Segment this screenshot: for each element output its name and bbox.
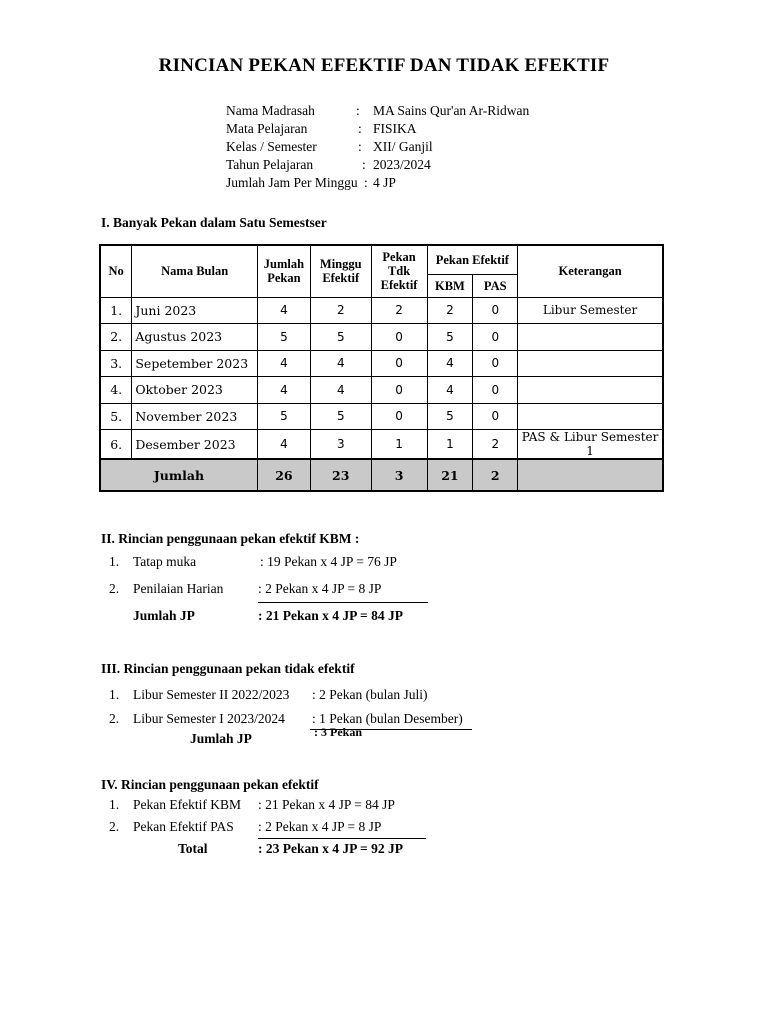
list-item-value: : 19 Pekan x 4 JP = 76 JP [260,554,397,569]
list-item-value: : 2 Pekan (bulan Juli) [312,687,428,702]
list-item-no: 1. [109,554,120,569]
list-item-value: : 21 Pekan x 4 JP = 84 JP [258,797,395,812]
list-item-no: 1. [109,687,120,702]
info-colon: : [364,175,368,190]
table-row: 2. Agustus 2023 5 5 0 5 0 [100,324,663,351]
header-jumlah-pekan: Jumlah Pekan [257,245,310,297]
total-label: Jumlah JP [190,731,252,746]
header-pekan-efektif: Pekan Efektif [427,245,518,274]
header-kbm: KBM [427,274,473,297]
info-label: Jumlah Jam Per Minggu [226,175,358,190]
total-value: : 23 Pekan x 4 JP = 92 JP [258,841,403,856]
total-label: Total [178,841,208,856]
table-row: 5. November 2023 5 5 0 5 0 [100,403,663,430]
table-row: 3. Sepetember 2023 4 4 0 4 0 [100,350,663,377]
total-value: : 3 Pekan [314,725,362,739]
info-value: MA Sains Qur'an Ar-Ridwan [373,103,530,118]
list-item-no: 2. [109,819,120,834]
header-no: No [100,245,132,297]
header-minggu-efektif: Minggu Efektif [310,245,371,297]
total-label: Jumlah JP [133,608,195,623]
info-value: 2023/2024 [373,157,431,172]
list-item-label: Pekan Efektif PAS [133,819,234,834]
info-colon: : [356,103,360,118]
info-label: Nama Madrasah [226,103,315,118]
header-nama-bulan: Nama Bulan [132,245,258,297]
section2-title: II. Rincian penggunaan pekan efektif KBM : [101,531,360,546]
section4-title: IV. Rincian penggunaan pekan efektif [101,777,319,792]
info-value: 4 JP [373,175,396,190]
list-item-label: Libur Semester II 2022/2023 [133,687,290,702]
info-label: Tahun Pelajaran [226,157,314,172]
table-total-row: Jumlah 26 23 3 21 2 [100,459,663,491]
divider [258,602,428,603]
list-item-value: : 2 Pekan x 4 JP = 8 JP [258,581,382,596]
total-value: : 21 Pekan x 4 JP = 84 JP [258,608,403,623]
list-item-label: Tatap muka [133,554,197,569]
divider [258,838,426,839]
list-item-value: : 2 Pekan x 4 JP = 8 JP [258,819,382,834]
info-colon: : [362,157,366,172]
info-value: FISIKA [373,121,417,136]
info-colon: : [358,139,362,154]
info-value: XII/ Ganjil [373,139,433,154]
table-row: 1. Juni 2023 4 2 2 2 0 Libur Semester [100,297,663,324]
list-item-label: Pekan Efektif KBM [133,797,241,812]
header-pas: PAS [473,274,518,297]
info-label: Mata Pelajaran [226,121,308,136]
section1-title: I. Banyak Pekan dalam Satu Semestser [101,215,327,230]
list-item-value: : 1 Pekan (bulan Desember) [312,711,463,726]
pekan-table [99,244,664,492]
header-pekan-tdk-efektif: Pekan Tdk Efektif [371,245,427,297]
list-item-label: Penilaian Harian [133,581,224,596]
list-item-no: 2. [109,581,120,596]
list-item-label: Libur Semester I 2023/2024 [133,711,285,726]
list-item-no: 2. [109,711,120,726]
table-row: 6. Desember 2023 4 3 1 1 2 PAS & Libur Semester 1 [100,430,663,460]
list-item-no: 1. [109,797,120,812]
info-colon: : [358,121,362,136]
table-row: 4. Oktober 2023 4 4 0 4 0 [100,377,663,404]
info-label: Kelas / Semester [226,139,317,154]
header-keterangan: Keterangan [518,245,663,297]
section3-title: III. Rincian penggunaan pekan tidak efektif [101,661,355,676]
total-label: Jumlah [100,459,257,491]
page-title: RINCIAN PEKAN EFEKTIF DAN TIDAK EFEKTIF [158,55,610,76]
